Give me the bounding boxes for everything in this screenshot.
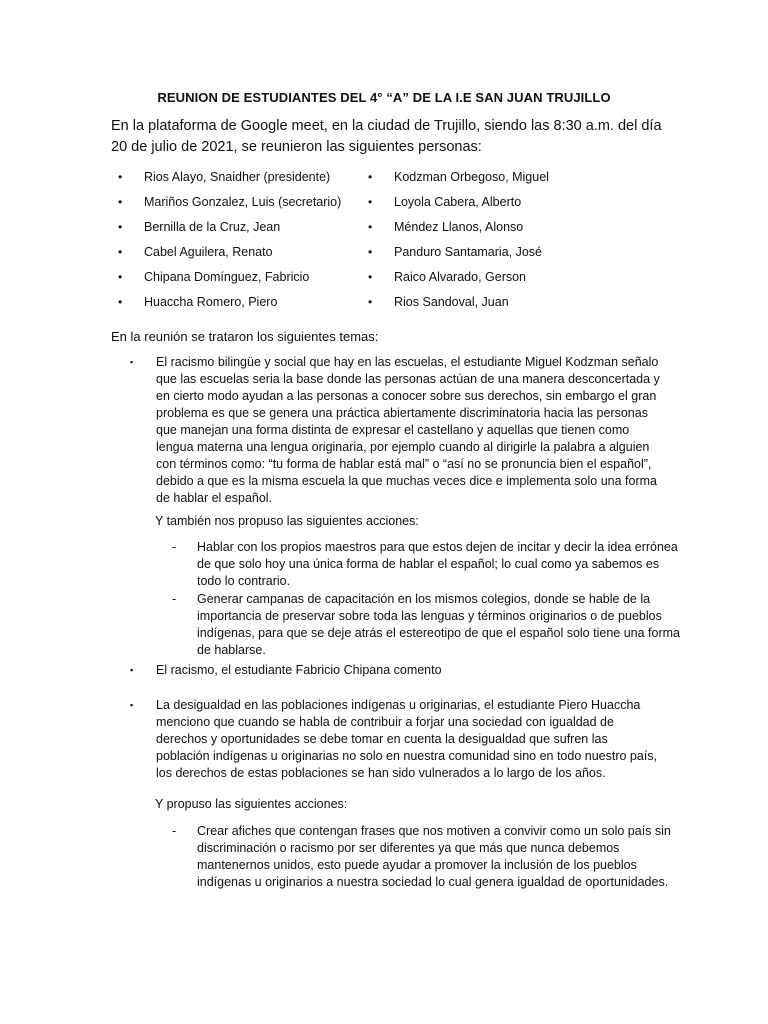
- topic-text: La desigualdad en las poblaciones indígenas u originarias, el estudiante Piero Huaccha menciono que cuando se habla de contribuir a forjar una sociedad con igualdad de derechos y oportunidades se debe tomar en cuenta la desigualdad que sufren las población indígenas u originarias no solo en nuestra comunidad sino en todo nuestro país, los derechos de estas poblaciones se han sido vulnerados a lo largo de los años.: [156, 698, 658, 780]
- action-text: Crear afiches que contengan frases que nos motiven a convivir como un solo país sin discriminación o racismo por ser diferentes ya que más que nunca debemos mantenernos unidos, esto puede ayudar a promover la inclusión de los pueblos indígenas u originarios a nuestra sociedad lo cual genera igualdad de oportunidades.: [197, 824, 671, 889]
- attendee-item: [118, 168, 341, 193]
- attendee-item: [368, 268, 549, 293]
- attendee-name: Méndez Llanos, Alonso: [394, 220, 524, 234]
- dash-bullet-icon: -: [172, 592, 177, 606]
- attendee-item: [118, 218, 341, 243]
- intro-paragraph: En la plataforma de Google meet, en la ciudad de Trujillo, siendo las 8:30 a.m. del día 20 de julio de 2021, se reunieron las siguientes personas:: [111, 118, 662, 155]
- bullet-icon: •: [368, 270, 373, 284]
- attendee-item: [368, 243, 549, 268]
- topic-text: El racismo bilingüe y social que hay en las escuelas, el estudiante Miguel Kodzman señalo que las escuelas seria la base donde las personas actúan de una manera desconcertada y en cierto modo ayudan a las personas a conocer sobre sus derechos, sin embargo el gran problema es que se genera una práctica abiertamente discriminatoria hacia las personas que manejan una forma distinta de expresar el castellano y aquellas que tienen como lengua materna una lengua originaria, por ejemplo cuando al dirigirle la palabra a alguien con términos como: “tu forma de hablar está mal” o “así no se pronuncia bien el español”, debido a que es la misma escuela la que muchas veces dice e implementa solo una forma de hablar el español.: [156, 355, 660, 505]
- attendee-item: [118, 268, 341, 293]
- topic-text: El racismo, el estudiante Fabricio Chipana comento: [156, 663, 442, 677]
- attendee-name: Huaccha Romero, Piero: [144, 295, 278, 309]
- attendees-left-column: [118, 168, 341, 318]
- attendees-right-column: [368, 168, 549, 318]
- bullet-icon: •: [368, 245, 373, 259]
- attendee-item: [118, 193, 341, 218]
- bullet-icon: •: [118, 295, 123, 309]
- action-item: [172, 539, 682, 590]
- action-item: [172, 823, 682, 891]
- square-bullet-icon: ▪: [130, 357, 134, 367]
- bullet-icon: •: [368, 295, 373, 309]
- attendee-name: Loyola Cabera, Alberto: [394, 195, 522, 209]
- action-item: [172, 591, 682, 659]
- bullet-icon: •: [368, 220, 373, 234]
- attendee-name: Raico Alvarado, Gerson: [394, 270, 527, 284]
- attendee-name: Rios Alayo, Snaidher (presidente): [144, 170, 331, 184]
- themes-intro: En la reunión se trataron los siguientes temas:: [111, 329, 379, 344]
- bullet-icon: •: [368, 170, 373, 184]
- actions-intro: Y también nos propuso las siguientes acciones:: [155, 514, 419, 528]
- topic-item: [130, 662, 660, 679]
- dash-bullet-icon: -: [172, 824, 177, 838]
- bullet-icon: •: [368, 195, 373, 209]
- attendee-name: Bernilla de la Cruz, Jean: [144, 220, 281, 234]
- attendee-name: Kodzman Orbegoso, Miguel: [394, 170, 549, 184]
- attendee-item: [368, 193, 549, 218]
- attendee-item: [368, 168, 549, 193]
- attendee-name: Rios Sandoval, Juan: [394, 295, 509, 309]
- topic-item: [130, 697, 660, 782]
- attendee-item: [118, 293, 341, 318]
- square-bullet-icon: ▪: [130, 665, 134, 675]
- action-text: Generar campanas de capacitación en los mismos colegios, donde se hable de la importancia de preservar sobre toda las lenguas y términos originarios o de pueblos indígenas, para que se deje atrás el estereotipo de que el español solo tiene una forma de hablarse.: [197, 592, 680, 657]
- attendee-item: [118, 243, 341, 268]
- attendee-item: [368, 293, 549, 318]
- attendee-name: Mariños Gonzalez, Luis (secretario): [144, 195, 342, 209]
- attendee-name: Cabel Aguilera, Renato: [144, 245, 273, 259]
- attendee-name: Panduro Santamaria, José: [394, 245, 543, 259]
- action-text: Hablar con los propios maestros para que estos dejen de incitar y decir la idea errónea de que solo hoy una única forma de hablar el español; lo cual como ya sabemos es todo lo contrario.: [197, 540, 678, 588]
- bullet-icon: •: [118, 170, 123, 184]
- bullet-icon: •: [118, 220, 123, 234]
- document-title: REUNION DE ESTUDIANTES DEL 4° “A” DE LA I.E SAN JUAN TRUJILLO: [157, 90, 611, 105]
- square-bullet-icon: ▪: [130, 700, 134, 710]
- attendee-name: Chipana Domínguez, Fabricio: [144, 270, 310, 284]
- bullet-icon: •: [118, 245, 123, 259]
- dash-bullet-icon: -: [172, 540, 177, 554]
- attendee-item: [368, 218, 549, 243]
- actions-intro: Y propuso las siguientes acciones:: [155, 797, 348, 811]
- bullet-icon: •: [118, 195, 123, 209]
- topic-item: [130, 354, 660, 507]
- bullet-icon: •: [118, 270, 123, 284]
